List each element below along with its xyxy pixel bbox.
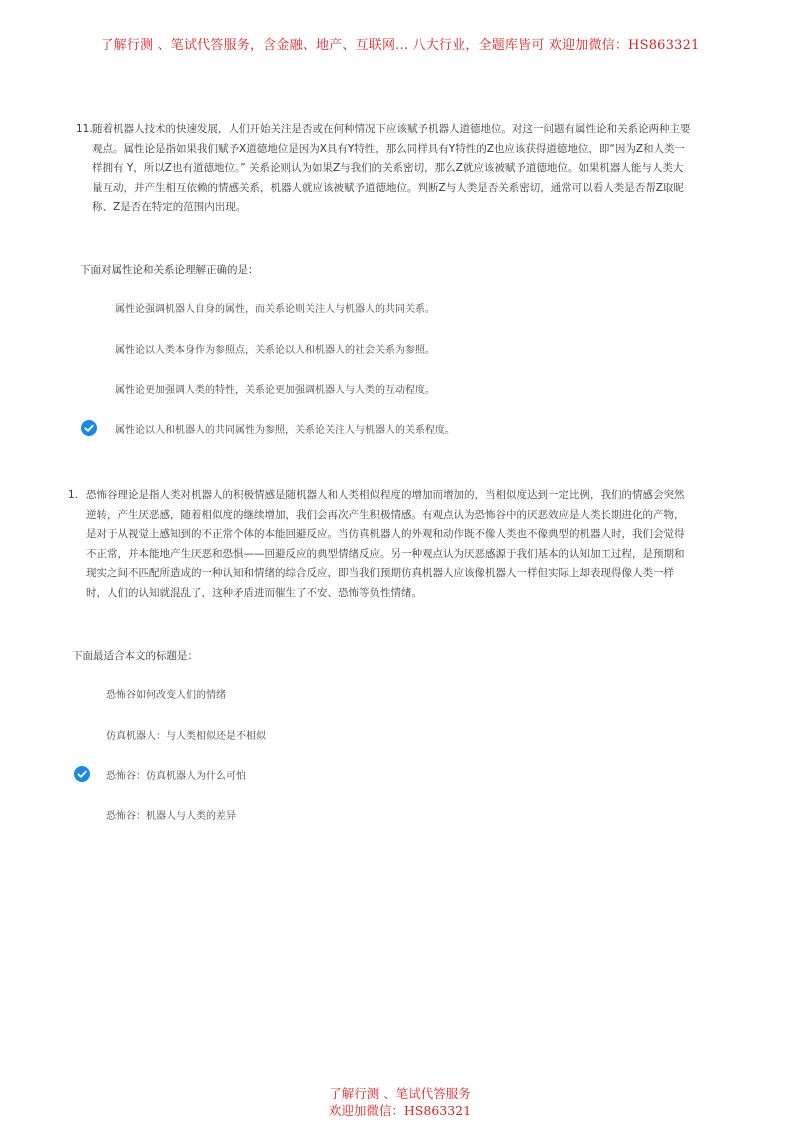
footer-banner — [0, 1085, 800, 1119]
footer-banner-line2: 欢迎加微信：HS863321 — [328, 1103, 472, 1118]
option-item[interactable]: 恐怖谷：机器人与人类的差异 — [106, 811, 236, 822]
check-circle-icon — [74, 766, 90, 782]
option-item[interactable]: 属性论更加强调人类的特性，关系论更加强调机器人与人类的互动程度。 — [115, 385, 435, 396]
footer-banner-line1: 了解行测 、笔试代答服务 — [329, 1086, 471, 1101]
option-item-selected[interactable]: 属性论以人和机器人的共同属性为参照，关系论关注人与机器人的关系程度。 — [115, 425, 455, 436]
check-circle-icon — [81, 420, 97, 436]
question-11-passage — [76, 120, 692, 218]
option-item[interactable]: 属性论以人类本身作为参照点，关系论以人和机器人的社会关系为参照。 — [115, 345, 435, 356]
option-item[interactable]: 恐怖谷如何改变人们的情绪 — [106, 690, 226, 701]
option-item-selected[interactable]: 恐怖谷：仿真机器人为什么可怕 — [106, 771, 246, 782]
question-1-prompt: 下面最适合本文的标题是： — [72, 650, 198, 662]
question-11-prompt: 下面对属性论和关系论理解正确的是： — [80, 264, 259, 276]
question-1-number: 1. — [68, 489, 79, 501]
header-banner: 了解行测 、笔试代答服务，含金融、地产、互联网... 八大行业，全题库皆可 欢迎加微信：HS863321 — [100, 38, 700, 53]
option-item[interactable]: 属性论强调机器人自身的属性，而关系论则关注人与机器人的共同关系。 — [115, 304, 435, 315]
question-1-passage — [68, 486, 689, 603]
option-item[interactable]: 仿真机器人：与人类相似还是不相似 — [106, 731, 266, 742]
question-11-text: 随着机器人技术的快速发展，人们开始关注是否或在何种情况下应该赋予机器人道德地位。对这一问题有属性论和关系论两种主要观点。属性论是指如果我们赋予X道德地位是因为X具有Y特性，那么同样具有Y特性的Z也应该获得道德地位，即“因为Z和人类一样拥有 Y，所以Z也有道德地位。” 关系论则认为如果Z与我们的关系密切，那么Z就应该被赋予道德地位。如果机器人能与人类大量互动，并产生相互依赖的情感关系，机器人就应该被赋予道德地位。判断Z与人类是否关系密切，通常可以看人类是否帮Z取昵称、Z是否在特定的范围内出现。 — [92, 123, 691, 213]
question-1-text: 恐怖谷理论是指人类对机器人的积极情感是随机器人和人类相似程度的增加而增加的，当相似度达到一定比例，我们的情感会突然逆转，产生厌恶感，随着相似度的继续增加，我们会再次产生积极情感。有观点认为恐怖谷中的厌恶效应是人类长期进化的产物，是对于从视觉上感知到的不正常个体的本能回避反应。当仿真机器人的外观和动作既不像人类也不像典型的机器人时，我们会觉得不正常，并本能地产生厌恶和恐惧——回避反应的典型情绪反应。另一种观点认为厌恶感源于我们基本的认知加工过程，是预期和现实之间不匹配所造成的一种认知和情绪的综合反应，即当我们预期仿真机器人应该像机器人一样但实际上却表现得像人类一样时，人们的认知就混乱了，这种矛盾进而催生了不安、恐怖等负性情绪。 — [86, 489, 685, 599]
question-11-number: 11. — [76, 123, 93, 135]
